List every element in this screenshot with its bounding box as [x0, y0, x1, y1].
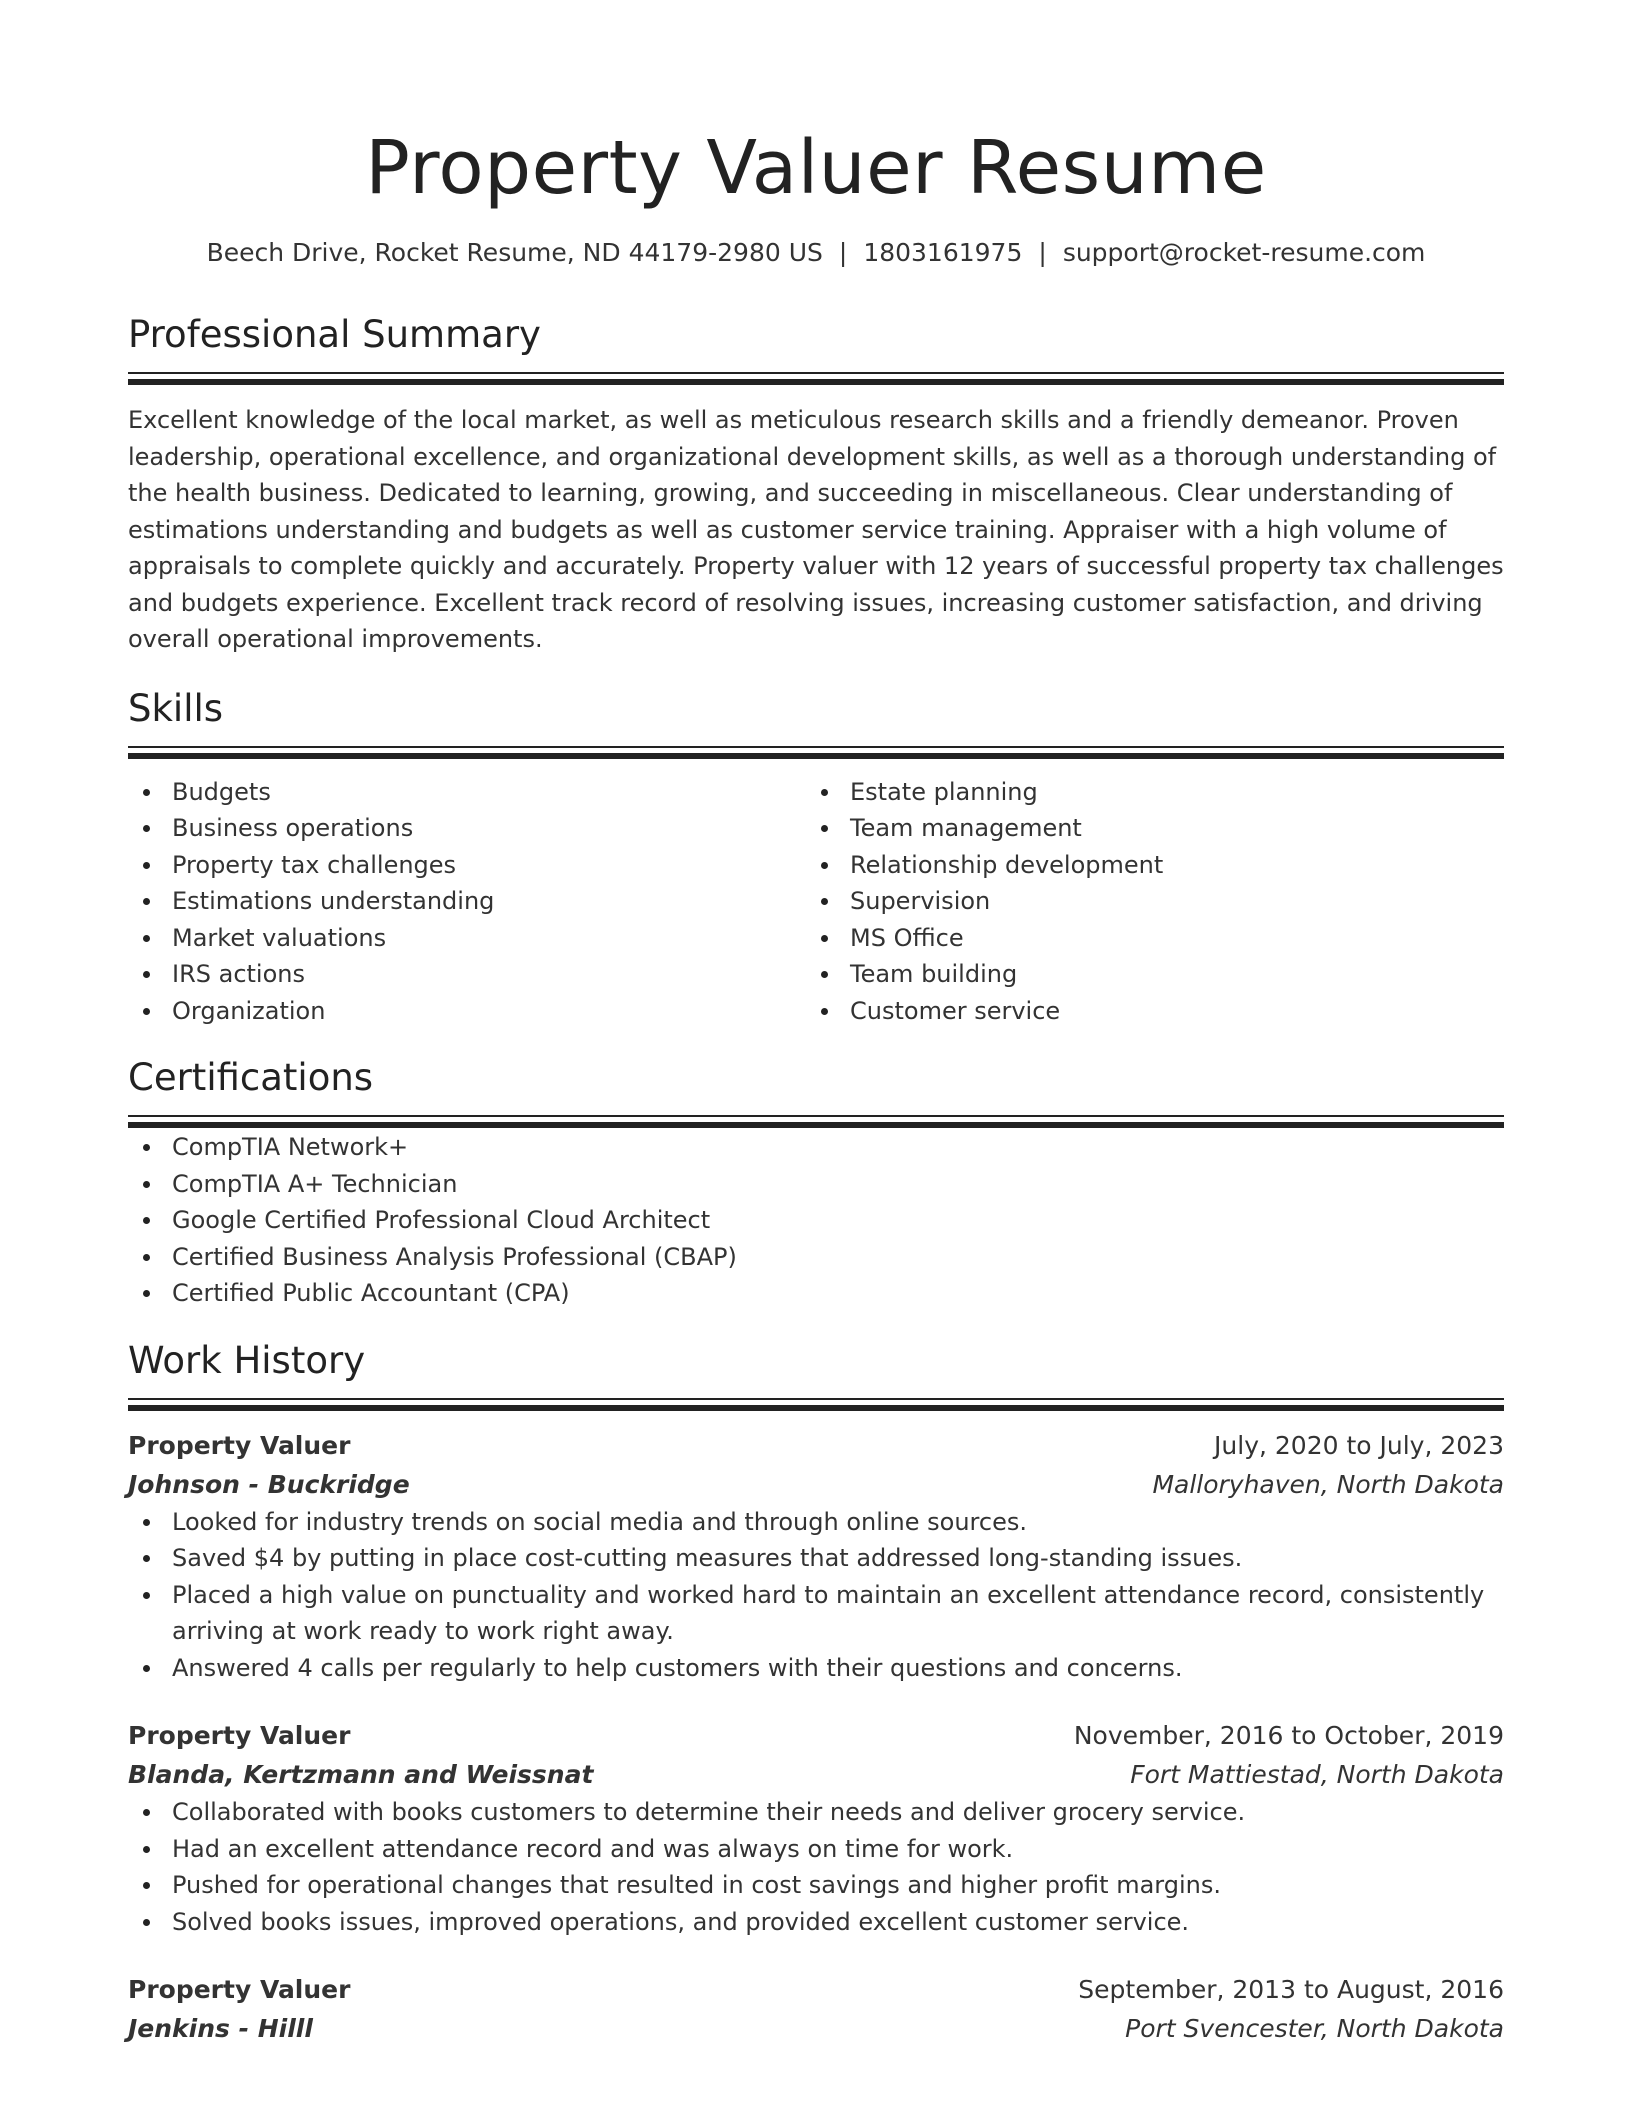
resume-page — [128, 0, 1504, 2048]
section-divider — [128, 746, 1504, 760]
summary-section — [128, 312, 1504, 658]
job-header-row — [128, 1970, 1504, 2009]
summary-heading: Professional Summary — [128, 313, 541, 356]
summary-text: Excellent knowledge of the local market, as well as meticulous research skills and a friendly demeanor. Proven leadership, operational excellence, and organizational development skills, as well as a thorough understanding of the health business. Dedicated to learning, growing, and succeeding in miscellaneous. Clear understanding of estimations understanding and budgets as well as customer service training. Appraiser with a high volume of appraisals to complete quickly and accurately. Property valuer with 12 years of successful property tax challenges and budgets experience. Excellent track record of resolving issues, increasing customer satisfaction, and driving overall operational improvements. — [128, 406, 1504, 653]
contact-separator: | — [1038, 238, 1047, 267]
job-company: Blanda, Kertzmann and Weissnat — [128, 1760, 594, 1789]
job-bullet: Answered 4 calls per regularly to help customers with their questions and concerns. — [128, 1650, 1504, 1687]
job-bullet: Looked for industry trends on social media and through online sources. — [128, 1504, 1504, 1541]
job-location: Fort Mattiestad, North Dakota — [1130, 1760, 1504, 1789]
job-dates: July, 2020 to July, 2023 — [1214, 1430, 1504, 1460]
job-entry — [128, 1426, 1504, 1687]
skills-list-right — [806, 774, 1484, 1030]
skill-item: Team management — [806, 810, 1484, 847]
job-bullet: Collaborated with books customers to determine their needs and deliver grocery service. — [128, 1794, 1504, 1831]
skill-item: Estimations understanding — [128, 883, 806, 920]
job-dates: September, 2013 to August, 2016 — [1078, 1975, 1504, 2004]
job-bullet: Had an excellent attendance record and was always on time for work. — [128, 1831, 1504, 1868]
contact-phone: 1803161975 — [863, 238, 1023, 267]
certification-item: Certified Business Analysis Professional (CBAP) — [128, 1239, 1504, 1276]
section-divider — [128, 372, 1504, 386]
certifications-section — [128, 1055, 1504, 1312]
certifications-heading: Certifications — [128, 1056, 374, 1099]
skills-column-right — [806, 774, 1484, 1030]
skill-item: Property tax challenges — [128, 847, 806, 884]
skill-item: Customer service — [806, 993, 1484, 1030]
job-bullet: Saved $4 by putting in place cost-cutting measures that addressed long-standing issues. — [128, 1540, 1504, 1577]
skill-item: MS Office — [806, 920, 1484, 957]
skill-item: IRS actions — [128, 956, 806, 993]
job-bullet-list — [128, 1794, 1504, 1940]
job-bullet: Solved books issues, improved operations, and provided excellent customer service. — [128, 1904, 1504, 1941]
job-header-row — [128, 1426, 1504, 1465]
job-company: Jenkins - Hilll — [128, 2014, 313, 2043]
certification-item: Certified Public Accountant (CPA) — [128, 1275, 1504, 1312]
certifications-list — [128, 1129, 1504, 1312]
skills-heading: Skills — [128, 686, 224, 730]
skill-item: Estate planning — [806, 774, 1484, 811]
job-entry — [128, 1716, 1504, 1940]
work-history-section — [128, 1338, 1504, 2049]
skills-section — [128, 686, 1504, 1030]
section-divider — [128, 1115, 1504, 1129]
job-bullet: Placed a high value on punctuality and worked hard to maintain an excellent attendance record, consistently arriving at work ready to work right away. — [128, 1577, 1504, 1650]
certification-item: Google Certified Professional Cloud Architect — [128, 1202, 1504, 1239]
skill-item: Organization — [128, 993, 806, 1030]
job-header-row — [128, 1716, 1504, 1755]
job-bullet: Pushed for operational changes that resulted in cost savings and higher profit margins. — [128, 1867, 1504, 1904]
certification-item: CompTIA A+ Technician — [128, 1166, 1504, 1203]
job-title: Property Valuer — [128, 1721, 351, 1750]
job-location: Port Svencester, North Dakota — [1125, 2014, 1504, 2043]
skills-columns — [128, 774, 1504, 1030]
skill-item: Supervision — [806, 883, 1484, 920]
work-history-heading: Work History — [128, 1338, 366, 1382]
job-title: Property Valuer — [128, 1430, 351, 1460]
section-divider — [128, 1398, 1504, 1412]
certification-item: CompTIA Network+ — [128, 1129, 1504, 1166]
jobs-container — [128, 1426, 1504, 2049]
job-title: Property Valuer — [128, 1975, 351, 2004]
job-company-row — [128, 1465, 1504, 1504]
contact-separator: | — [838, 238, 848, 267]
skill-item: Budgets — [128, 774, 806, 811]
job-bullet-list — [128, 1504, 1504, 1687]
job-company-row — [128, 1755, 1504, 1794]
skill-item: Relationship development — [806, 847, 1484, 884]
job-location: Malloryhaven, North Dakota — [1152, 1469, 1504, 1499]
resume-title: Property Valuer Resume — [365, 125, 1267, 211]
skills-list-left — [128, 774, 806, 1030]
job-dates: November, 2016 to October, 2019 — [1073, 1721, 1504, 1750]
job-company-row — [128, 2009, 1504, 2048]
skill-item: Team building — [806, 956, 1484, 993]
contact-address: Beech Drive, Rocket Resume, ND 44179-2980 US — [206, 238, 823, 267]
contact-line — [128, 236, 1504, 270]
skills-column-left — [128, 774, 806, 1030]
skill-item: Business operations — [128, 810, 806, 847]
job-entry — [128, 1970, 1504, 2048]
contact-email: support@rocket-resume.com — [1062, 238, 1426, 267]
job-company: Johnson - Buckridge — [128, 1469, 410, 1499]
skill-item: Market valuations — [128, 920, 806, 957]
